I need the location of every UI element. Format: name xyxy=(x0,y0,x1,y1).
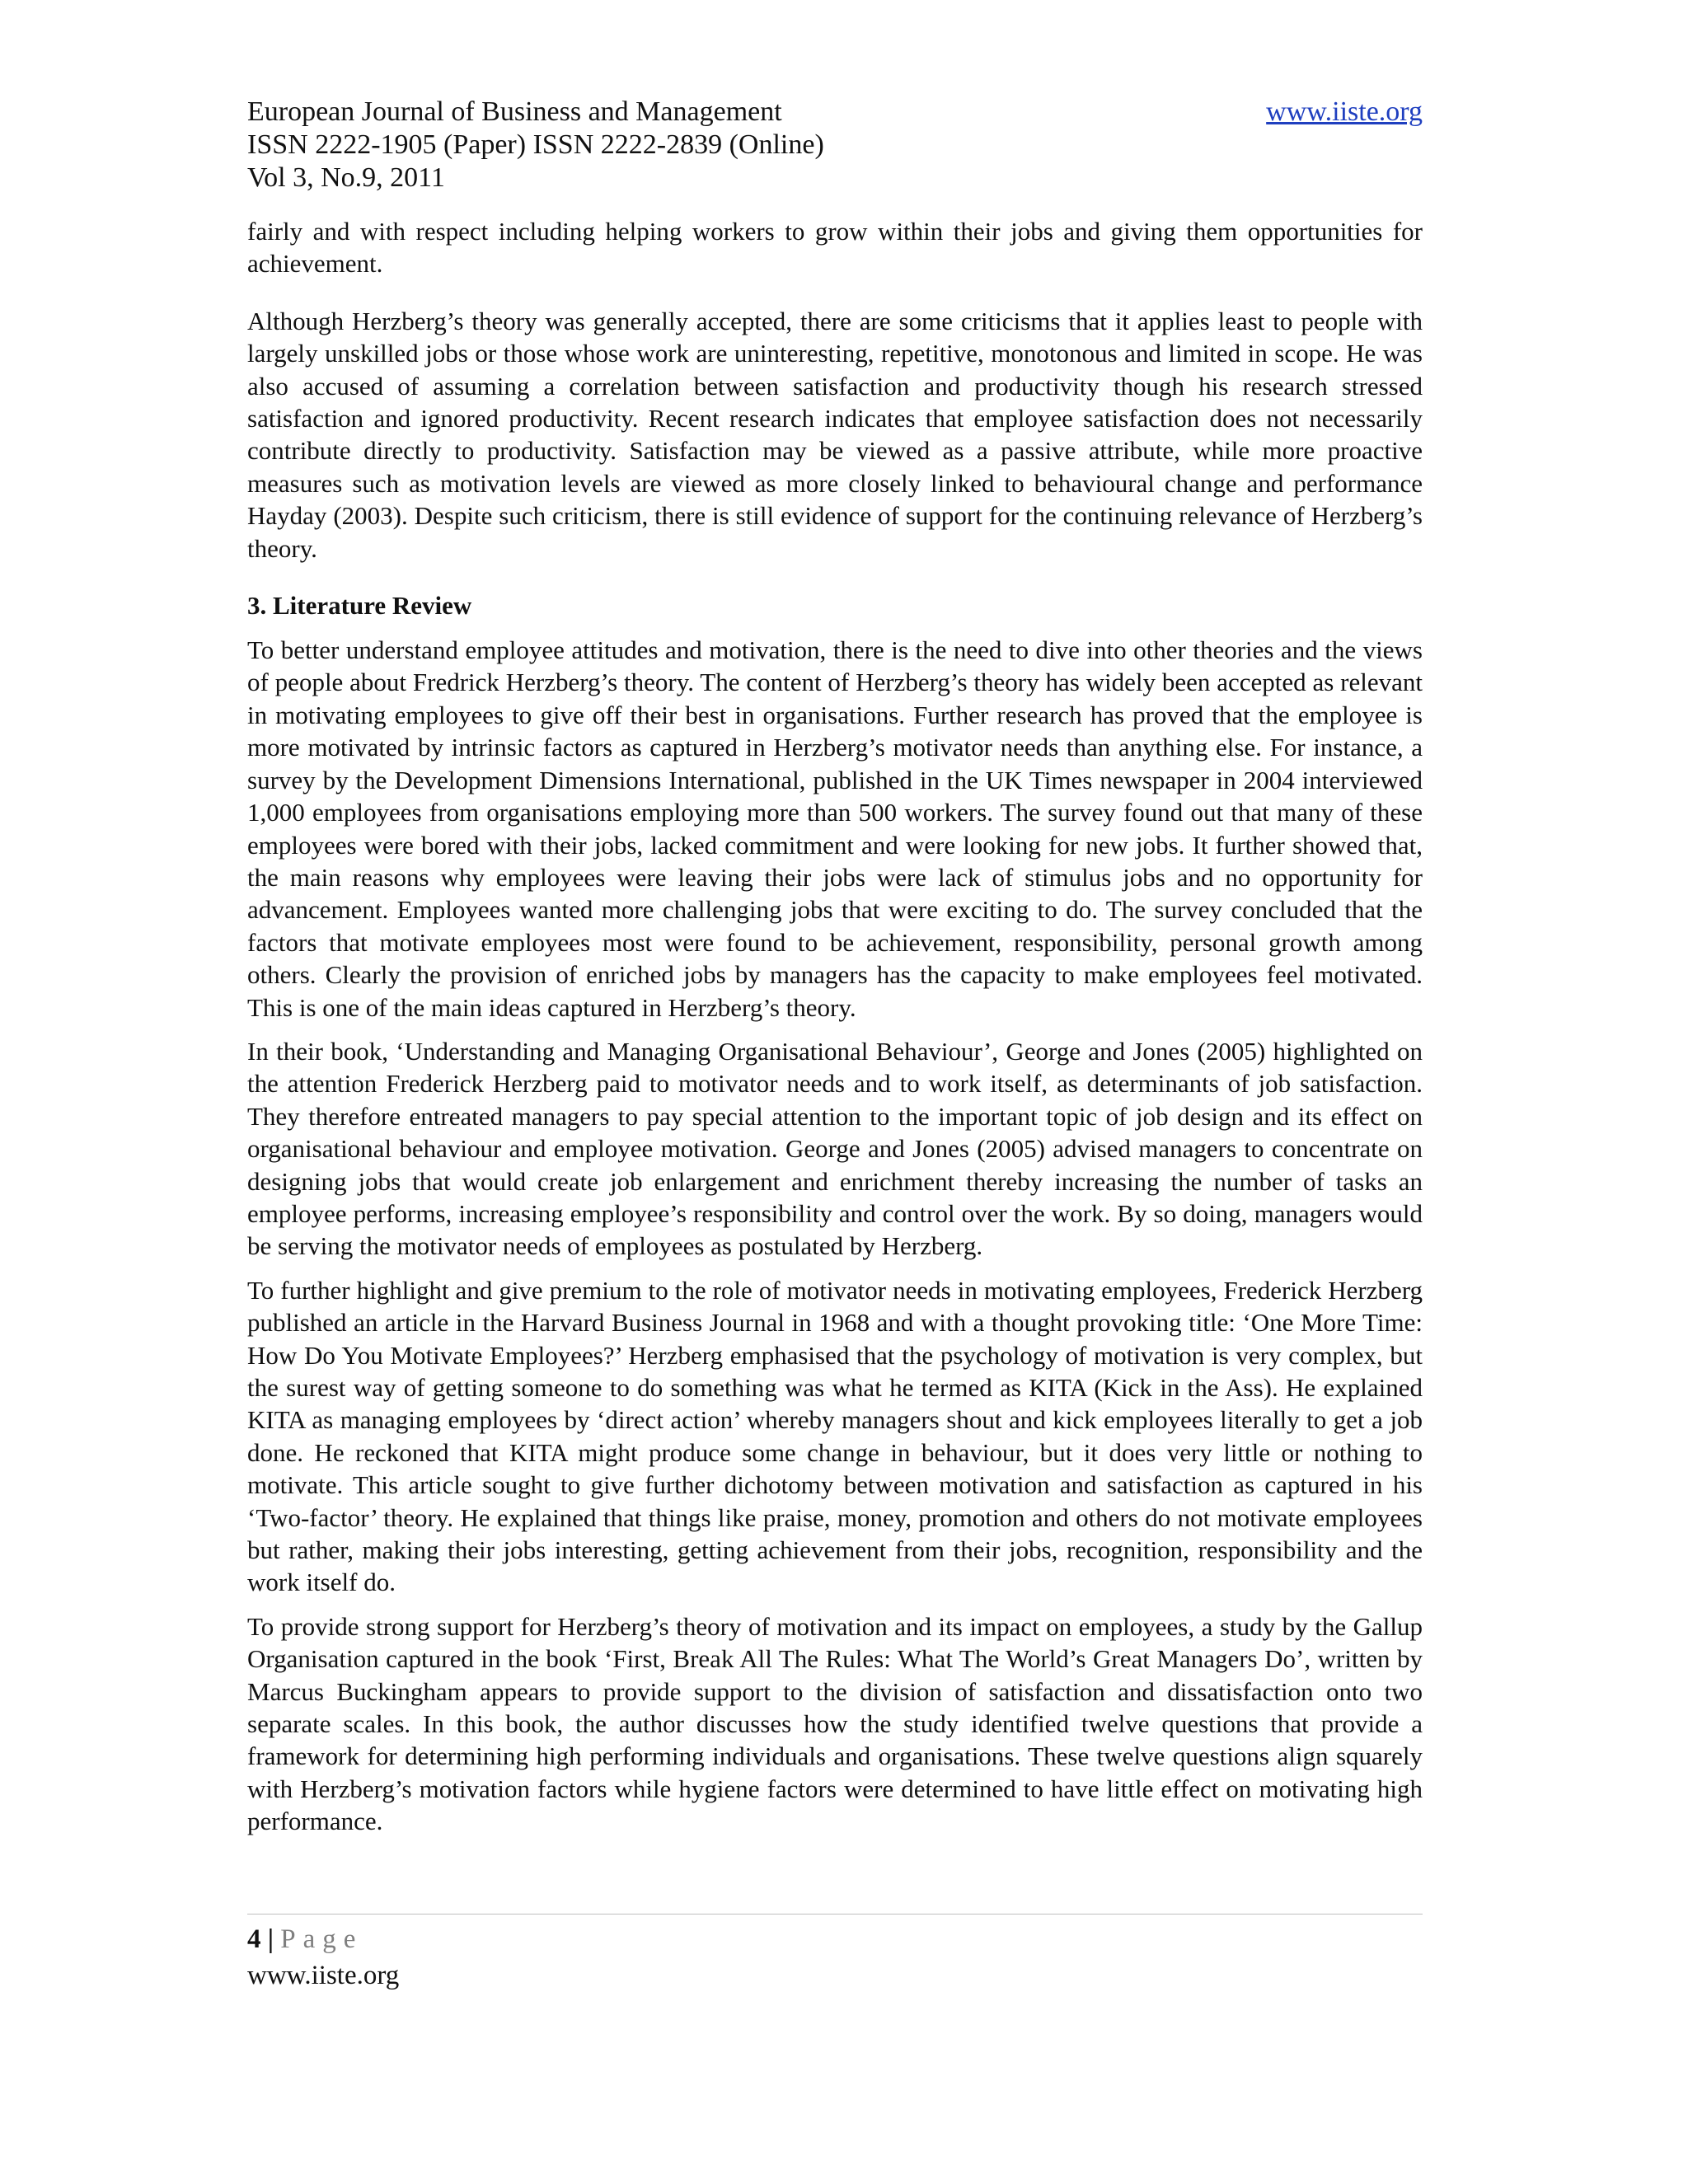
page-indicator xyxy=(247,1923,1423,1956)
footer-divider xyxy=(247,1914,1423,1915)
paragraph-kita: To further highlight and give premium to the role of motivator needs in motivating employees, Frederick Herzberg published an article in the Harvard Business Journal in 1968 and with a thought provoking title: ‘One More Time: How Do You Motivate Employees?’ Herzberg emphasised that the psychology of motivation is very complex, but the surest way of getting someone to do something was what he termed as KITA (Kick in the Ass). He explained KITA as managing employees by ‘direct action’ whereby managers shout and kick employees literally to get a job done. He reckoned that KITA might produce some change in behaviour, but it does very little or nothing to motivate. This article sought to give further dichotomy between motivation and satisfaction as captured in his ‘Two-factor’ theory. He explained that things like praise, money, promotion and others do not motivate employees but rather, making their jobs interesting, getting achievement from their jobs, recognition, responsibility and the work itself do. xyxy=(247,1275,1423,1597)
paragraph-continuation: fairly and with respect including helping workers to grow within their jobs and giving them opportunities for achievement. xyxy=(247,217,1423,279)
page-label: Page xyxy=(280,1924,363,1954)
journal-website-link[interactable]: www.iiste.org xyxy=(1266,96,1423,127)
section-heading: 3. Literature Review xyxy=(247,591,472,621)
running-header xyxy=(247,96,1423,194)
journal-title: European Journal of Business and Management xyxy=(247,96,782,127)
footer-website: www.iiste.org xyxy=(247,1961,400,1990)
header-row xyxy=(247,96,1423,129)
volume-line: Vol 3, No.9, 2011 xyxy=(247,162,445,193)
page-footer xyxy=(247,1914,1423,1992)
paragraph-george-jones: In their book, ‘Understanding and Managing Organisational Behaviour’, George and Jones (2005) highlighted on the attention Frederick Herzberg paid to motivator needs and to work itself, as determinants of job satisfaction. They therefore entreated managers to pay special attention to the important topic of job design and its effect on organisational behaviour and employee motivation. George and Jones (2005) advised managers to concentrate on designing jobs that would create job enlargement and enrichment thereby increasing the number of tasks an employee performs, increasing employee’s responsibility and control over the work. By so doing, managers would be serving the motivator needs of employees as postulated by Herzberg. xyxy=(247,1036,1423,1261)
page-separator: | xyxy=(267,1924,274,1954)
page-number: 4 xyxy=(247,1924,261,1954)
paragraph-gallup: To provide strong support for Herzberg’s theory of motivation and its impact on employees, a study by the Gallup Organisation captured in the book ‘First, Break All The Rules: What The World’s Great Managers Do’, written by Marcus Buckingham appears to provide support to the division of satisfaction and dissatisfaction onto two separate scales. In this book, the author discusses how the study identified twelve questions that provide a framework for determining high performing individuals and organisations. These twelve questions align squarely with Herzberg’s motivation factors while hygiene factors were determined to have little effect on motivating high performance. xyxy=(247,1611,1423,1836)
paragraph-criticisms: Although Herzberg’s theory was generally accepted, there are some criticisms that it applies least to people with largely unskilled jobs or those whose work are uninteresting, repetitive, monotonous and limited in scope. He was also accused of assuming a correlation between satisfaction and productivity though his research stressed satisfaction and ignored productivity. Recent research indicates that employee satisfaction does not necessarily contribute directly to productivity. Satisfaction may be viewed as a passive attribute, while more proactive measures such as motivation levels are viewed as more closely linked to behavioural change and performance Hayday (2003). Despite such criticism, there is still evidence of support for the continuing relevance of Herzberg’s theory. xyxy=(247,306,1423,563)
page xyxy=(247,96,1423,1838)
paragraph-literature-intro: To better understand employee attitudes and motivation, there is the need to dive into other theories and the views of people about Fredrick Herzberg’s theory. The content of Herzberg’s theory has widely been accepted as relevant in motivating employees to give off their best in organisations. Further research has proved that the employee is more motivated by intrinsic factors as captured in Herzberg’s motivator needs than anything else. For instance, a survey by the Development Dimensions International, published in the UK Times newspaper in 2004 interviewed 1,000 employees from organisations employing more than 500 workers. The survey found out that many of these employees were bored with their jobs, lacked commitment and were looking for new jobs. It further showed that, the main reasons why employees were leaving their jobs were lack of stimulus jobs and no opportunity for advancement. Employees wanted more challenging jobs that were exciting to do. The survey concluded that the factors that motivate employees most were found to be achievement, responsibility, personal growth among others. Clearly the provision of enriched jobs by managers has the capacity to make employees feel motivated. This is one of the main ideas captured in Herzberg’s theory. xyxy=(247,635,1423,1022)
article-body xyxy=(247,215,1423,1838)
issn-line: ISSN 2222-1905 (Paper) ISSN 2222-2839 (Online) xyxy=(247,129,824,160)
